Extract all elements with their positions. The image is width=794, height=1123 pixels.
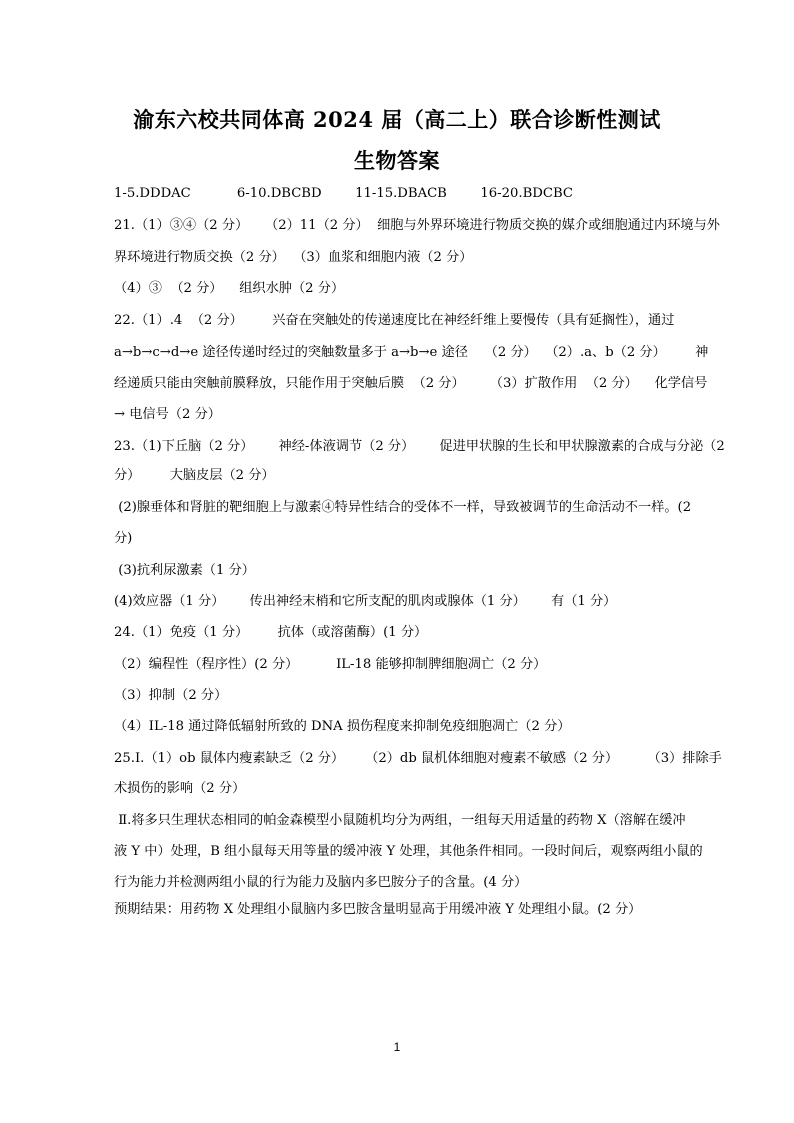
answer-line: （3）抑制（2 分） [114,688,228,703]
answer-line: 预期结果：用药物 X 处理组小鼠脑内多巴胺含量明显高于用缓冲液 Y 处理组小鼠。(2 分） [114,902,642,917]
answer-line: （4）③ （2 分） 组织水肿（2 分） [114,281,345,296]
answer-line: a→b→c→d→e 途径传递时经过的突触数量多于 a→b→e 途径 （2 分） （2）.a、b（2 分） 神 [114,345,709,360]
answer-line: (3)抗利尿激素（1 分） [114,563,255,578]
answer-line: 术损伤的影响（2 分） [114,781,246,796]
answer-line: (2)腺垂体和肾脏的靶细胞上与激素④特异性结合的受体不一样，导致被调节的生命活动不一样。(2 [114,500,692,515]
answer-line: 分） 大脑皮层（2 分） [114,468,275,483]
answer-line: 22.（1）.4 （2 分） 兴奋在突触处的传递速度比在神经纤维上要慢传（具有延搁性），通过 [114,313,675,328]
answer-line: (4)效应器（1 分） 传出神经末梢和它所支配的肌肉或腺体（1 分） 有（1 分） [114,594,617,609]
answer-line: 25.Ⅰ.（1）ob 鼠体内瘦素缺乏（2 分） （2）db 鼠机体细胞对瘦素不敏感（2 分） （3）排除手 [114,751,722,766]
answer-line: 1-5.DDDAC 6-10.DBCBD 11-15.DBACB 16-20.BDCBC [114,186,573,201]
answer-line: （4）IL-18 通过降低辐射所致的 DNA 损伤程度来抑制免疫细胞凋亡（2 分） [114,719,571,734]
answer-line: （2）编程性（程序性）(2 分） IL-18 能够抑制脾细胞凋亡（2 分） [114,657,547,672]
answer-line: 经递质只能由突触前膜释放，只能作用于突触后膜 （2 分） （3）扩散作用 （2 分） 化学信号 [114,376,708,391]
answer-line: Ⅱ.将多只生理状态相同的帕金森模型小鼠随机均分为两组，一组每天用适量的药物 X（溶解在缓冲 [114,813,686,828]
exam-title: 渝东六校共同体高 2024 届（高二上）联合诊断性测试 [133,107,661,132]
answer-line: 液 Y 中）处理，B 组小鼠每天用等量的缓冲液 Y 处理，其他条件相同。一段时间后，观察两组小鼠的 [114,844,703,859]
answer-line: 分) [114,531,133,546]
answer-line: 23.（1)下丘脑（2 分） 神经-体液调节（2 分） 促进甲状腺的生长和甲状腺激素的合成与分泌（2 [114,439,725,454]
answer-line: 21.（1）③④（2 分） （2）11（2 分） 细胞与外界环境进行物质交换的媒介或细胞通过内环境与外 [114,218,720,233]
answer-line: 界环境进行物质交换（2 分） （3）血浆和细胞内液（2 分） [114,250,473,265]
answer-line: → 电信号（2 分） [114,407,221,422]
answer-line: 24.（1）免疫（1 分） 抗体（或溶菌酶）(1 分） [114,625,428,640]
exam-subtitle: 生物答案 [354,148,440,173]
answer-line: 行为能力并检测两组小鼠的行为能力及脑内多巴胺分子的含量。(4 分） [114,875,528,890]
page-number: 1 [393,1040,401,1054]
